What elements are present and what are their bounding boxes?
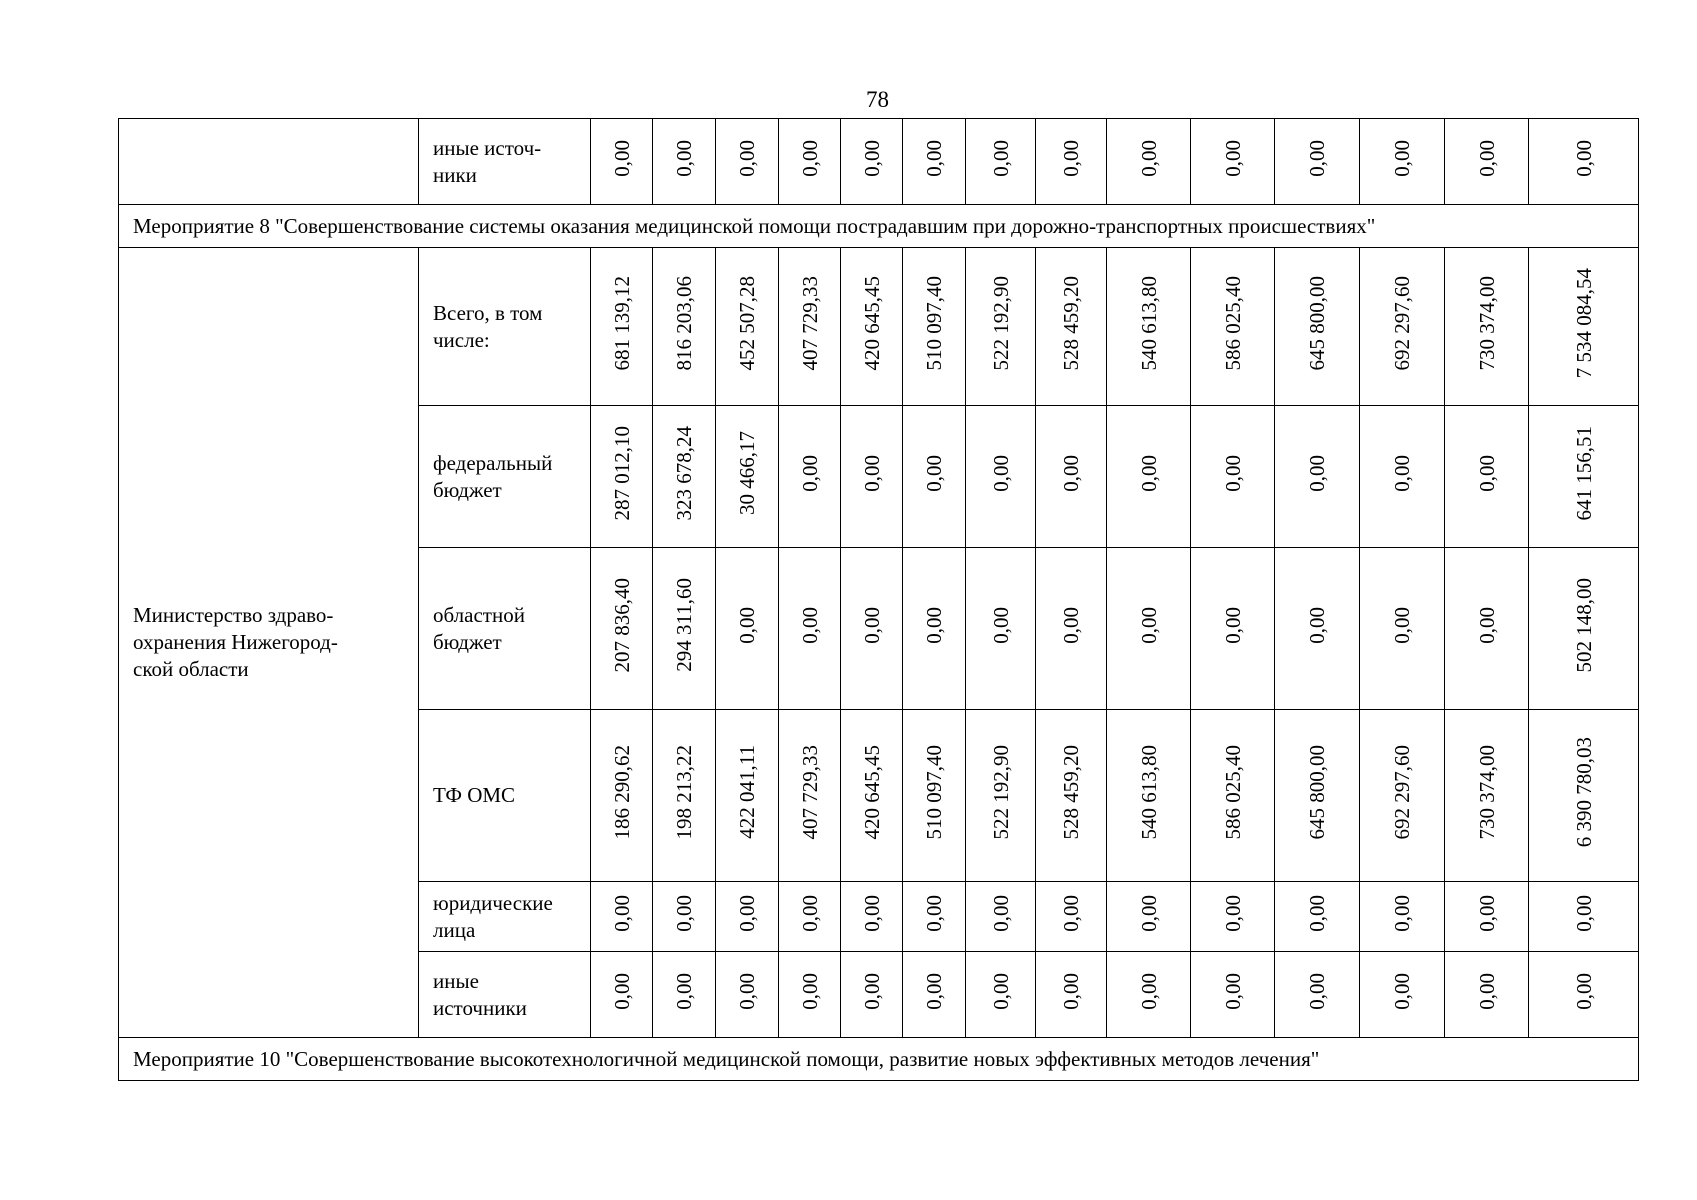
value-text: 0,00: [1059, 972, 1083, 1010]
value-cell: [1036, 248, 1107, 406]
value-text: 0,00: [672, 894, 696, 932]
value-text: 0,00: [988, 606, 1013, 644]
value-cell: [653, 548, 716, 710]
value-text: 0,00: [1220, 972, 1245, 1010]
value-cell: [653, 952, 716, 1038]
value-cell: [1036, 119, 1107, 205]
table-row: [119, 248, 1639, 406]
value-cell: [1275, 882, 1360, 952]
value-text: 586 025,40: [1220, 275, 1245, 371]
value-text: 0,00: [1136, 894, 1161, 932]
value-cell: [1107, 548, 1191, 710]
funding-source-label: областной бюджет: [419, 548, 591, 710]
value-cell: [1191, 406, 1275, 548]
value-cell: [1445, 548, 1529, 710]
value-text: 0,00: [922, 972, 946, 1010]
value-text: 692 297,60: [1390, 275, 1414, 371]
value-cell: [653, 248, 716, 406]
value-text: 452 507,28: [735, 275, 759, 371]
value-cell: [591, 710, 653, 882]
value-text: 0,00: [672, 972, 696, 1010]
value-text: 0,00: [1305, 894, 1329, 932]
value-cell: [779, 248, 841, 406]
value-cell: [1036, 406, 1107, 548]
value-text: 294 311,60: [672, 578, 696, 672]
value-text: 0,00: [735, 894, 759, 932]
value-text: 0,00: [1305, 454, 1329, 492]
value-cell: [1036, 710, 1107, 882]
value-text: 0,00: [1474, 972, 1499, 1010]
value-text: 0,00: [797, 606, 822, 644]
value-text: 0,00: [1136, 454, 1161, 492]
value-text: 0,00: [1136, 139, 1161, 177]
value-text: 6 390 780,03: [1571, 736, 1596, 848]
value-cell: [1445, 952, 1529, 1038]
value-text: 0,00: [735, 139, 759, 177]
value-cell: [1360, 406, 1445, 548]
value-text: 0,00: [797, 894, 822, 932]
value-cell: [591, 119, 653, 205]
measure-title-row: [119, 1038, 1639, 1081]
value-cell: [1275, 119, 1360, 205]
measure-8-title: Мероприятие 8 "Совершенствование системы оказания медицинской помощи пострадавшим при дорожно-транспортных происшествиях": [119, 205, 1639, 248]
value-text: 30 466,17: [735, 431, 759, 515]
value-text: 502 148,00: [1571, 577, 1596, 673]
value-text: 528 459,20: [1059, 744, 1083, 840]
value-text: 407 729,33: [797, 275, 822, 371]
value-text: 0,00: [859, 454, 884, 492]
value-cell: [841, 952, 903, 1038]
value-cell: [716, 952, 779, 1038]
value-text: 0,00: [859, 894, 884, 932]
value-text: 0,00: [1136, 606, 1161, 644]
value-cell: [591, 548, 653, 710]
value-text: 207 836,40: [609, 577, 634, 673]
value-text: 645 800,00: [1305, 744, 1329, 840]
value-cell: [1529, 882, 1639, 952]
page-number: 78: [866, 87, 889, 112]
value-cell: [966, 548, 1036, 710]
value-cell: [1191, 548, 1275, 710]
value-text: 420 645,45: [859, 744, 884, 840]
value-cell: [1191, 710, 1275, 882]
value-text: 0,00: [1220, 894, 1245, 932]
value-cell: [1529, 248, 1639, 406]
value-text: 540 613,80: [1136, 744, 1161, 840]
value-text: 420 645,45: [859, 275, 884, 371]
value-text: 0,00: [1390, 606, 1414, 644]
value-text: 730 374,00: [1474, 275, 1499, 371]
value-cell: [591, 952, 653, 1038]
value-cell: [1107, 406, 1191, 548]
value-text: 0,00: [1390, 454, 1414, 492]
value-text: 0,00: [988, 454, 1013, 492]
value-cell: [903, 248, 966, 406]
value-cell: [841, 548, 903, 710]
value-cell: [1529, 548, 1639, 710]
value-text: 0,00: [1390, 894, 1414, 932]
value-text: 0,00: [1305, 972, 1329, 1010]
value-cell: [1275, 952, 1360, 1038]
value-text: 422 041,11: [735, 745, 759, 839]
value-cell: [966, 882, 1036, 952]
value-cell: [591, 882, 653, 952]
value-text: 0,00: [672, 139, 696, 177]
value-text: 0,00: [1220, 454, 1245, 492]
value-cell: [966, 710, 1036, 882]
value-cell: [1445, 119, 1529, 205]
value-cell: [1445, 882, 1529, 952]
value-text: 0,00: [797, 454, 822, 492]
value-text: 198 213,22: [672, 744, 696, 840]
value-text: 323 678,24: [672, 425, 696, 521]
value-cell: [779, 882, 841, 952]
empty-organization-cell: [119, 119, 419, 205]
value-cell: [653, 406, 716, 548]
value-cell: [1529, 406, 1639, 548]
value-text: 7 534 084,54: [1571, 267, 1596, 379]
value-text: 0,00: [735, 972, 759, 1010]
value-text: 816 203,06: [672, 275, 696, 371]
value-text: 0,00: [609, 139, 634, 177]
value-cell: [1360, 952, 1445, 1038]
value-text: 0,00: [1474, 139, 1499, 177]
value-text: 0,00: [735, 606, 759, 644]
value-text: 0,00: [1390, 139, 1414, 177]
value-text: 0,00: [922, 139, 946, 177]
value-text: 0,00: [859, 606, 884, 644]
value-cell: [1360, 548, 1445, 710]
funding-source-label: иные источ- ники: [419, 119, 591, 205]
value-cell: [966, 119, 1036, 205]
value-cell: [1360, 710, 1445, 882]
value-text: 0,00: [609, 894, 634, 932]
value-cell: [1107, 710, 1191, 882]
value-cell: [841, 406, 903, 548]
value-cell: [1191, 952, 1275, 1038]
value-text: 0,00: [922, 894, 946, 932]
value-cell: [779, 548, 841, 710]
value-cell: [1360, 119, 1445, 205]
value-text: 0,00: [1305, 139, 1329, 177]
value-cell: [591, 406, 653, 548]
value-text: 0,00: [797, 972, 822, 1010]
value-cell: [1107, 248, 1191, 406]
value-cell: [1360, 882, 1445, 952]
value-text: 0,00: [1059, 139, 1083, 177]
value-cell: [903, 406, 966, 548]
value-cell: [903, 710, 966, 882]
value-text: 407 729,33: [797, 744, 822, 840]
value-cell: [1036, 548, 1107, 710]
funding-source-label: ТФ ОМС: [419, 710, 591, 882]
value-cell: [716, 119, 779, 205]
value-cell: [716, 710, 779, 882]
value-cell: [1275, 248, 1360, 406]
value-text: 0,00: [1136, 972, 1161, 1010]
value-cell: [1360, 248, 1445, 406]
value-cell: [903, 882, 966, 952]
measure-10-title: Мероприятие 10 "Совершенствование высокотехнологичной медицинской помощи, развитие новых эффективных методов лечения": [119, 1038, 1639, 1081]
value-text: 0,00: [859, 972, 884, 1010]
value-cell: [653, 119, 716, 205]
value-text: 0,00: [988, 894, 1013, 932]
value-text: 0,00: [1220, 139, 1245, 177]
value-text: 0,00: [1571, 972, 1596, 1010]
value-cell: [841, 248, 903, 406]
value-text: 0,00: [1571, 139, 1596, 177]
value-cell: [1445, 406, 1529, 548]
value-cell: [966, 406, 1036, 548]
value-cell: [1275, 710, 1360, 882]
value-text: 0,00: [859, 139, 884, 177]
value-cell: [841, 119, 903, 205]
value-cell: [1445, 248, 1529, 406]
value-cell: [653, 710, 716, 882]
value-text: 0,00: [1059, 606, 1083, 644]
value-cell: [1529, 710, 1639, 882]
value-text: 510 097,40: [922, 275, 946, 371]
value-cell: [1191, 248, 1275, 406]
value-text: 0,00: [1220, 606, 1245, 644]
value-cell: [1529, 119, 1639, 205]
value-text: 586 025,40: [1220, 744, 1245, 840]
value-text: 0,00: [1474, 606, 1499, 644]
value-cell: [841, 710, 903, 882]
financing-table: [118, 118, 1639, 1081]
measure-title-row: [119, 205, 1639, 248]
value-text: 0,00: [1390, 972, 1414, 1010]
value-text: 186 290,62: [609, 744, 634, 840]
value-text: 641 156,51: [1571, 425, 1596, 521]
value-text: 0,00: [609, 972, 634, 1010]
value-cell: [1275, 406, 1360, 548]
value-cell: [1191, 119, 1275, 205]
value-text: 0,00: [1305, 606, 1329, 644]
value-text: 0,00: [988, 972, 1013, 1010]
funding-source-label: федеральный бюджет: [419, 406, 591, 548]
value-text: 0,00: [988, 139, 1013, 177]
value-cell: [779, 952, 841, 1038]
value-cell: [1529, 952, 1639, 1038]
value-cell: [779, 119, 841, 205]
value-cell: [716, 882, 779, 952]
value-cell: [903, 548, 966, 710]
value-text: 645 800,00: [1305, 275, 1329, 371]
value-cell: [1107, 882, 1191, 952]
value-text: 0,00: [922, 454, 946, 492]
value-cell: [779, 406, 841, 548]
funding-source-label: юридические лица: [419, 882, 591, 952]
value-text: 0,00: [1474, 454, 1499, 492]
value-text: 528 459,20: [1059, 275, 1083, 371]
value-cell: [779, 710, 841, 882]
value-text: 0,00: [1474, 894, 1499, 932]
value-text: 0,00: [922, 606, 946, 644]
value-cell: [716, 406, 779, 548]
value-text: 730 374,00: [1474, 744, 1499, 840]
value-text: 681 139,12: [609, 275, 634, 371]
funding-source-label: иные источники: [419, 952, 591, 1038]
table-row: [119, 119, 1639, 205]
value-cell: [591, 248, 653, 406]
value-cell: [1036, 952, 1107, 1038]
value-cell: [716, 248, 779, 406]
value-cell: [903, 119, 966, 205]
value-cell: [1107, 119, 1191, 205]
value-text: 287 012,10: [609, 425, 634, 521]
value-cell: [716, 548, 779, 710]
value-text: 510 097,40: [922, 744, 946, 840]
value-text: 0,00: [1571, 894, 1596, 932]
value-text: 540 613,80: [1136, 275, 1161, 371]
value-cell: [1036, 882, 1107, 952]
value-cell: [1445, 710, 1529, 882]
value-cell: [1107, 952, 1191, 1038]
organization-name: Министерство здраво- охранения Нижегород- ской области: [119, 248, 419, 1038]
value-text: 0,00: [1059, 454, 1083, 492]
value-text: 0,00: [1059, 894, 1083, 932]
value-text: 0,00: [797, 139, 822, 177]
value-cell: [1275, 548, 1360, 710]
value-cell: [653, 882, 716, 952]
value-cell: [903, 952, 966, 1038]
value-cell: [841, 882, 903, 952]
value-cell: [966, 952, 1036, 1038]
value-cell: [1191, 882, 1275, 952]
value-text: 692 297,60: [1390, 744, 1414, 840]
value-text: 522 192,90: [988, 275, 1013, 371]
funding-source-label: Всего, в том числе:: [419, 248, 591, 406]
value-cell: [966, 248, 1036, 406]
value-text: 522 192,90: [988, 744, 1013, 840]
